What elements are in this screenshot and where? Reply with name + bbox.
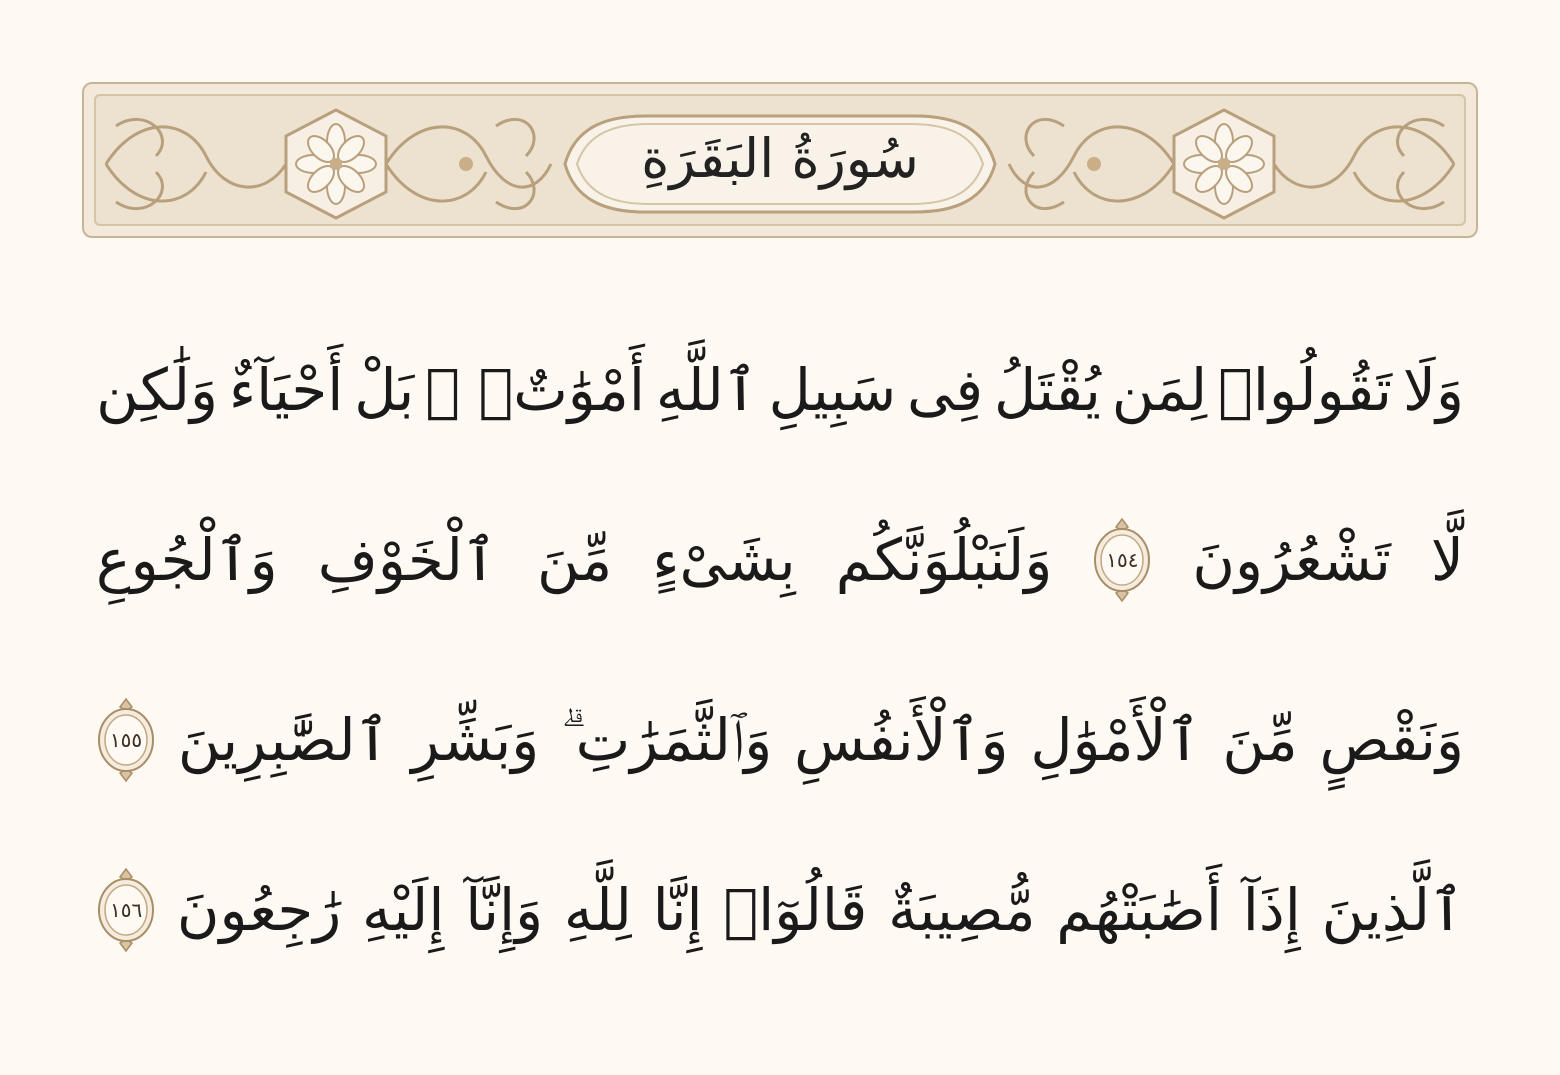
word: وَإِنَّآ xyxy=(465,876,544,944)
rosette-icon-right xyxy=(1174,110,1274,218)
word: يُقْتَلُ xyxy=(994,356,1101,424)
word: أَصَٰبَتْهُم xyxy=(1056,876,1222,944)
word: إِلَيْهِ xyxy=(362,876,445,944)
word: لِلَّهِ xyxy=(563,876,632,944)
verse-line-3 xyxy=(96,680,1464,800)
word: فِى xyxy=(907,356,984,424)
word: ٱلْخَوْفِ xyxy=(317,526,497,594)
word: تَشْعُرُونَ xyxy=(1192,526,1391,594)
word: أَمْوَٰتٌۢ ۚ xyxy=(425,356,645,424)
surah-title: سُورَةُ البَقَرَةِ xyxy=(641,127,919,191)
word: وَنَقْصٍ xyxy=(1319,706,1464,774)
word: ٱلَّذِينَ xyxy=(1321,876,1464,944)
word: بِشَىْءٍ xyxy=(652,526,796,594)
ayah-end-marker-154 xyxy=(1092,517,1152,603)
ayah-end-marker-155 xyxy=(96,697,156,783)
word: وَٱلْأَنفُسِ xyxy=(794,706,1009,774)
word: أَحْيَآءٌ xyxy=(228,356,344,424)
word: لَّا xyxy=(1430,526,1464,594)
ayah-number: ١٥٥ xyxy=(109,728,143,752)
word: إِنَّا xyxy=(652,876,703,944)
word: ٱلْأَمْوَٰلِ xyxy=(1030,706,1201,774)
arabesque-ornament-left xyxy=(96,96,556,232)
word: رَٰجِعُونَ xyxy=(176,876,342,944)
word: قَالُوٓا۟ xyxy=(723,876,868,944)
word: لِمَن xyxy=(1111,356,1208,424)
word: ٱللَّهِ xyxy=(655,356,758,424)
verse-line-1 xyxy=(96,330,1464,450)
word: مِّنَ xyxy=(536,526,613,594)
word: وَلَا xyxy=(1402,356,1464,424)
word: بَلْ xyxy=(354,356,415,424)
rosette-icon-left xyxy=(286,110,386,218)
word: مِّنَ xyxy=(1222,706,1298,774)
ayah-number: ١٥٦ xyxy=(110,898,143,922)
word: سَبِيلِ xyxy=(768,356,897,424)
ayah-end-marker-156 xyxy=(96,867,156,953)
ayah-number: ١٥٤ xyxy=(1106,548,1139,572)
word: ٱلصَّٰبِرِينَ xyxy=(177,706,390,774)
banner-inner-frame xyxy=(94,94,1466,226)
word: وَلَنَبْلُوَنَّكُم xyxy=(835,526,1053,594)
word: إِذَآ xyxy=(1242,876,1301,944)
word: تَقُولُوا۟ xyxy=(1218,356,1393,424)
verse-line-4 xyxy=(96,850,1464,970)
word: وَبَشِّرِ xyxy=(411,706,540,774)
word: وَٱلْجُوعِ xyxy=(96,526,278,594)
word: وَٱلثَّمَرَٰتِ ۗ xyxy=(561,705,773,774)
word: وَلَٰكِن xyxy=(96,356,219,424)
verse-line-2 xyxy=(96,500,1464,620)
arabesque-ornament-right xyxy=(1004,96,1464,232)
surah-header-banner xyxy=(82,82,1478,238)
word: مُّصِيبَةٌ xyxy=(888,876,1036,944)
